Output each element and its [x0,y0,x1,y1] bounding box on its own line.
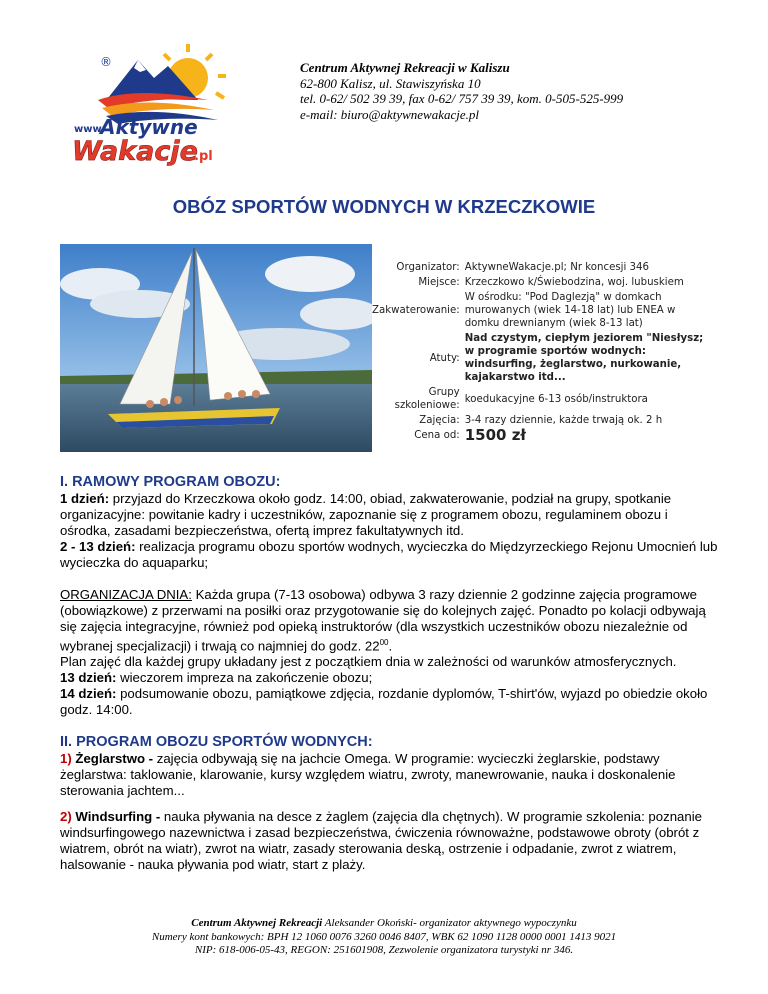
logo-www: www. [74,124,105,135]
section1-heading: I. RAMOWY PROGRAM OBOZU: [60,474,281,490]
info-row-place [372,275,712,290]
price-value: 1500 zł [464,426,526,444]
header-phone: tel. 0-62/ 502 39 39, fax 0-62/ 757 39 39, kom. 0-505-525-999 [300,91,624,106]
day14-paragraph: 14 dzień: podsumowanie obozu, pamiątkowe zdjęcia, rozdanie dyplomów, T-shirt'ów, wyjazd po obiedzie około godz. 14:00. [60,686,708,718]
groups-value: koedukacyjne 6-13 osób/instruktora [464,393,648,405]
info-row-organizer [372,260,712,275]
assets-value: Nad czystym, ciepłym jeziorem "Niesłysz; w programie sportów wodnych: windsurfing, żeglarstwo, nurkowanie, kajakarstwo itd... [464,333,704,383]
sailing-paragraph: 1) Żeglarstwo - zajęcia odbywają się na jachcie Omega. W programie: wycieczki żeglarskie, podstawy żeglarstwa: taklowanie, klarowanie, kursy względem wiatru, zwroty, manewrowanie, nauka i doskonalenie sterowania jachtem... [60,751,676,799]
header-address: 62-800 Kalisz, ul. Stawiszyńska 10 [300,75,481,91]
company-logo [68,38,248,168]
plan-paragraph: Plan zajęć dla każdej grupy układany jest z początkiem dnia w zależności od warunków atmosferycznych. [60,654,677,670]
footer-line2: Numery kont bankowych: BPH 12 1060 0076 3260 0046 8407, WBK 62 1090 1128 0000 0001 1413 9021 [151,930,617,943]
logo-pl: .pl [194,149,213,164]
info-row-classes [372,413,712,428]
windsurfing-paragraph: 2) Windsurfing - nauka pływania na desce z żaglem (zajęcia dla chętnych). W programie szkolenia: poznanie windsurfingowego nazewnictwa i zasad bezpieczeństwa, ćwiczenia równoważne, podstawowe obroty (obrót z wiatrem, obrót na wiatr), zwrot na wiatr, zasady sterowania deską, ostrzenie i odpadanie, zwrot z wiatrem, halsowanie - nauka pływania pod wiatr, start z plaży. [60,809,702,873]
info-row-groups [372,385,712,413]
footer-line3: NIP: 618-006-05-43, REGON: 251601908, Zezwolenie organizatora turystyki nr 346. [194,944,574,956]
day13-paragraph: 13 dzień: wieczorem impreza na zakończenie obozu; [60,670,373,686]
classes-label: Zajęcia: [419,415,460,426]
organizer-value: AktywneWakacje.pl; Nr koncesji 346 [464,262,649,273]
logo-wakacje: Wakacje [72,136,198,167]
info-row-price [372,428,712,443]
header-email[interactable]: e-mail: biuro@aktywnewakacje.pl [300,106,479,122]
price-label: Cena od: [414,430,460,441]
assets-label: Atuty: [429,352,460,364]
groups-label: Grupy szkoleniowe: [394,387,460,411]
day1-paragraph: 1 dzień: przyjazd do Krzeczkowa około godz. 14:00, obiad, zakwaterowanie, podział na grupy, spotkanie organizacyjne: powitanie kadry i uczestników, zapoznanie się z programem obozu, regulaminem obozu i ośrodka, zasadami bezpieczeństwa, ofertą imprez fakultatywnych itd. [60,491,672,538]
footer-line1: Centrum Aktywnej Rekreacji Aleksander Okoński- organizator aktywnego wypoczynku [191,917,577,929]
registered-mark: ® [100,55,112,69]
place-label: Miejsce: [418,277,460,288]
main-content [60,474,720,873]
header-org: Centrum Aktywnej Rekreacji w Kaliszu [300,60,510,75]
logo-aktywne: Aktywne [100,115,198,139]
info-row-assets [372,331,712,385]
accommodation-label: Zakwaterowanie: [372,305,460,316]
company-header [300,60,623,122]
day2-paragraph: 2 - 13 dzień: realizacja programu obozu sportów wodnych, wycieczka do Międzyrzeckiego Rejonu Umocnień lub wycieczka do aquaparku; [60,539,718,570]
info-row-accommodation [372,290,712,331]
sailboat-photo [60,244,372,452]
day-organization-paragraph: ORGANIZACJA DNIA: Każda grupa (7-13 osobowa) odbywa 3 razy dziennie 2 godzinne zajęcia programowe (obowiązkowe) z przerwami na posiłki oraz przygotowanie się do kolejnych zajęć. Ponadto po kolacji odbywają się zajęcia integracyjne, również pod opieką instruktorów (dla wszystkich uczestników obozu niezależnie od wybranej specjalizacji) i trwają co najmniej do godz. $22^{00}$. [60,587,706,654]
page-title: OBÓZ SPORTÓW WODNYCH W KRZECZKOWIE [172,196,596,217]
organizer-label: Organizator: [396,262,460,273]
place-value: Krzeczkowo k/Świebodzina, woj. lubuskiem [464,277,684,288]
accommodation-value: W ośrodku: "Pod Daglezją" w domkach murowanych (wiek 14-18 lat) lub ENEA w domku drewnianym (wiek 8-13 lat) [464,292,676,329]
section2-heading: II. PROGRAM OBOZU SPORTÓW WODNYCH: [60,734,373,751]
classes-value: 3-4 razy dziennie, każde trwają ok. 2 h [464,415,663,426]
camp-info-table [372,260,712,443]
page-footer [0,917,768,958]
